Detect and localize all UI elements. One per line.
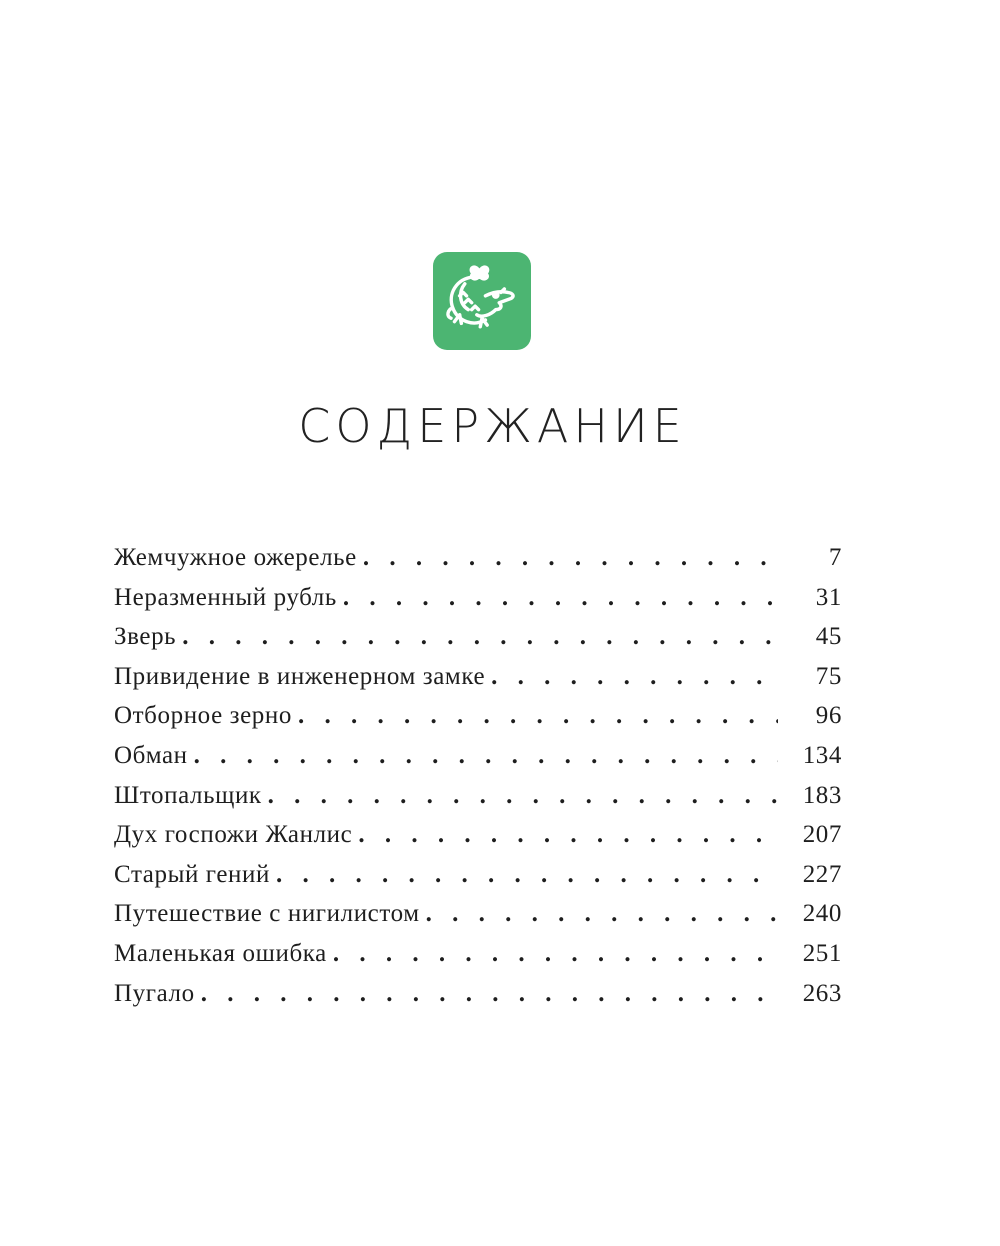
- toc-entry: [114, 894, 842, 934]
- dot-leader: [333, 934, 778, 974]
- toc-entry-page-number: 75: [815, 662, 842, 690]
- toc-entry-page-number: 183: [802, 781, 842, 809]
- dot-leader: [298, 696, 778, 736]
- toc-entry: [114, 974, 842, 1014]
- series-logo: [433, 252, 531, 350]
- toc-entry-title: Пугало: [114, 979, 195, 1007]
- toc-entry: [114, 776, 842, 816]
- toc-entry-title: Неразменный рубль: [114, 583, 337, 611]
- toc-entry-title: Штопальщик: [114, 781, 262, 809]
- toc-entry: [114, 855, 842, 895]
- dot-leader: [358, 815, 778, 855]
- dot-leader: [343, 578, 778, 618]
- dot-leader: [201, 974, 778, 1014]
- toc-entry: [114, 815, 842, 855]
- toc-entry-title: Путешествие с нигилистом: [114, 900, 420, 928]
- crocodile-icon: [439, 258, 525, 344]
- toc-entry: [114, 934, 842, 974]
- toc-entry-title: Жемчужное ожерелье: [114, 544, 357, 571]
- toc-entry-page-number: 207: [802, 821, 842, 849]
- toc-entry-page-number: 96: [815, 702, 842, 730]
- toc-entry-page-number: 134: [802, 741, 842, 769]
- toc-entry-title: Зверь: [114, 623, 177, 651]
- toc-entry-page-number: 31: [815, 583, 842, 611]
- toc-entry-page-number: 251: [802, 939, 842, 967]
- toc-entry: [114, 736, 842, 776]
- toc-entry-title: Дух госпожи Жанлис: [114, 821, 353, 849]
- dot-leader: [276, 855, 778, 895]
- toc-entry-page-number: 45: [815, 623, 842, 651]
- dot-leader: [363, 538, 778, 578]
- page-title: СОДЕРЖАНИЕ: [298, 399, 687, 453]
- toc-entry: [114, 617, 842, 657]
- dot-leader: [182, 617, 778, 657]
- toc-entry-title: Старый гений: [114, 860, 270, 888]
- toc-entry-page-number: 240: [802, 900, 842, 928]
- toc-entry: [114, 578, 842, 618]
- toc-entry-page-number: 7: [828, 544, 842, 571]
- toc-entry: [114, 538, 842, 578]
- table-of-contents: [114, 538, 842, 1013]
- dot-leader: [426, 894, 778, 934]
- toc-entry-title: Маленькая ошибка: [114, 939, 327, 967]
- toc-entry: [114, 657, 842, 697]
- toc-entry-title: Обман: [114, 741, 188, 769]
- dot-leader: [268, 776, 778, 816]
- dot-leader: [194, 736, 778, 776]
- dot-leader: [491, 657, 778, 697]
- toc-entry-page-number: 227: [802, 860, 842, 888]
- toc-entry-page-number: 263: [802, 979, 842, 1007]
- toc-entry-title: Отборное зерно: [114, 702, 292, 730]
- toc-entry: [114, 696, 842, 736]
- toc-entry-title: Привидение в инженерном замке: [114, 662, 486, 690]
